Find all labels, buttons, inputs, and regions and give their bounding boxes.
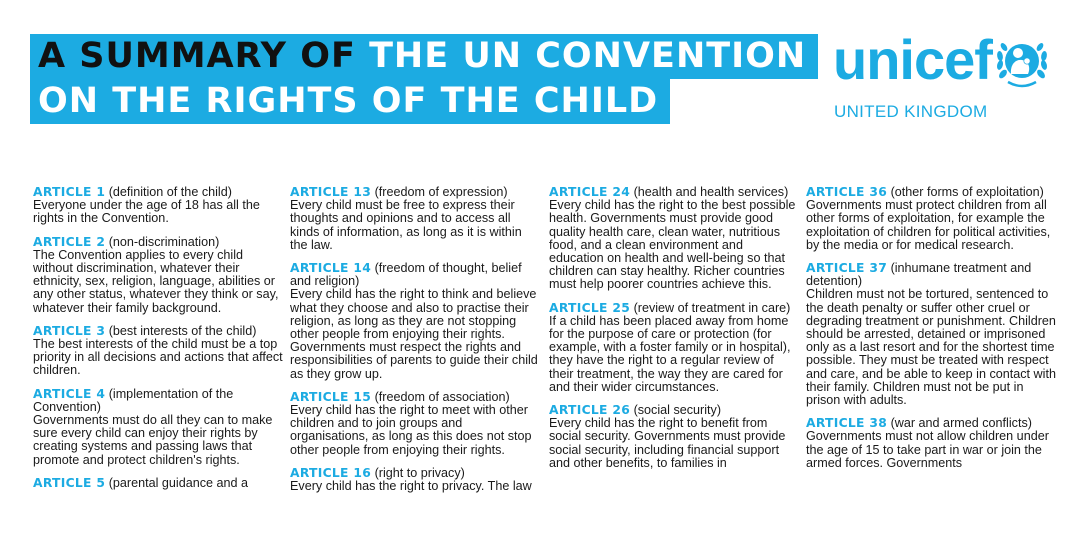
article-number: ARTICLE 25 <box>549 300 631 315</box>
title-light-part: THE UN CONVENTION <box>369 36 807 76</box>
logo-wordmark: unicef <box>833 28 992 91</box>
article-topic: (best interests of the child) <box>108 323 257 338</box>
article-number: ARTICLE 2 <box>33 234 106 249</box>
article-body: The best interests of the child must be a top priority in all decisions and actions that affect children. <box>33 337 283 378</box>
article-topic: (non-discrimination) <box>108 234 220 249</box>
article <box>290 391 540 457</box>
article-number: ARTICLE 38 <box>806 416 888 431</box>
article-topic: (freedom of expression) <box>374 185 508 199</box>
article-body: The Convention applies to every child without discrimination, whatever their ethnicity, sex, religion, language, abilities or any other status, whatever they think or say, whatever their family background. <box>33 247 279 315</box>
article-number: ARTICLE 26 <box>549 403 631 418</box>
article-topic: (freedom of association) <box>374 389 510 404</box>
article <box>549 404 799 470</box>
article-body: Every child has the right to benefit from social security. Governments must provide social security, including financial support and other benefits, to families in <box>549 416 786 470</box>
title-line-2: ON THE RIGHTS OF THE CHILD <box>30 79 670 124</box>
article <box>806 417 1056 470</box>
column-2 <box>290 186 540 503</box>
article-number: ARTICLE 16 <box>290 465 372 480</box>
article-topic: (review of treatment in care) <box>633 300 791 315</box>
article <box>33 186 283 226</box>
article-topic: (implementation of the Convention) <box>33 386 234 414</box>
article-body: Everyone under the age of 18 has all the rights in the Convention. <box>33 198 260 226</box>
title-dark-part: A SUMMARY OF <box>38 36 356 76</box>
article-number: ARTICLE 24 <box>549 185 631 199</box>
article-body: Every child has the right to privacy. The law <box>290 479 532 494</box>
column-3 <box>549 186 799 480</box>
article <box>290 262 540 381</box>
article-number: ARTICLE 14 <box>290 261 372 276</box>
article-number: ARTICLE 4 <box>33 386 106 401</box>
article-body: Every child must be free to express their thoughts and opinions and to access all kinds of information, as long as it is within the law. <box>290 198 522 252</box>
article-topic: (right to privacy) <box>374 465 465 480</box>
article <box>290 186 540 252</box>
article-topic: (freedom of thought, belief and religion) <box>290 261 522 289</box>
logo-subtitle: UNITED KINGDOM <box>834 102 988 121</box>
article-body: If a child has been placed away from home for the purpose of care or protection (for example, with a foster family or in hospital), they have the right to a regular review of their treatment, the way they are cared for and their wider circumstances. <box>549 313 791 394</box>
article <box>290 467 540 493</box>
article-topic: (other forms of exploitation) <box>890 185 1044 199</box>
article-body: Every child has the right to think and believe what they choose and also to practise their religion, as long as they are not stopping other people from enjoying their rights. Governments must respect the rights and responsibilities of parents to guide their child as they grow up. <box>290 287 538 381</box>
article-body: Governments must not allow children under the age of 15 to take part in war or join the armed forces. Governments <box>806 429 1049 470</box>
article-topic: (health and health services) <box>633 185 789 199</box>
article <box>806 186 1056 252</box>
page-title <box>30 34 818 124</box>
article-number: ARTICLE 15 <box>290 389 372 404</box>
article-topic: (parental guidance and a <box>108 475 249 490</box>
unicef-logo <box>833 30 1053 120</box>
article-body: Children must not be tortured, sentenced to the death penalty or suffer other cruel or degrading treatment or punishment. Children should be arrested, detained or imprisoned only as a last resort and for the shortest time possible. They must be treated with respect and care, and be able to keep in contact with their family. Children must not be put in prison with adults. <box>806 287 1056 408</box>
article-number: ARTICLE 37 <box>806 261 888 276</box>
article <box>549 186 799 292</box>
article-number: ARTICLE 1 <box>33 185 106 199</box>
unicef-emblem-icon <box>994 34 1050 90</box>
article-topic: (war and armed conflicts) <box>890 416 1032 431</box>
column-4 <box>806 186 1056 480</box>
article-topic: (definition of the child) <box>108 185 232 199</box>
article-topic: (social security) <box>633 403 722 418</box>
article <box>33 388 283 467</box>
article-topic: (inhumane treatment and detention) <box>806 261 1032 289</box>
article-number: ARTICLE 3 <box>33 323 106 338</box>
article-number: ARTICLE 36 <box>806 185 888 199</box>
article-number: ARTICLE 5 <box>33 475 106 490</box>
article-body: Every child has the right to the best possible health. Governments must provide good quality health care, clean water, nutritious food, and a clean environment and education on health and well-being so that children can stay healthy. Richer countries must help poorer countries achieve this. <box>549 198 796 292</box>
article-body: Every child has the right to meet with other children and to join groups and organisations, as long as this does not stop other people from enjoying their rights. <box>290 403 532 457</box>
article <box>33 236 283 315</box>
column-1 <box>33 186 283 500</box>
article <box>33 325 283 378</box>
article-number: ARTICLE 13 <box>290 185 372 199</box>
article-body: Governments must protect children from all other forms of exploitation, for example the exploitation of children for political activities, by the media or for medical research. <box>806 198 1051 252</box>
article <box>33 477 283 490</box>
article <box>806 262 1056 407</box>
article-body: Governments must do all they can to make sure every child can enjoy their rights by creating systems and passing laws that promote and protect children's rights. <box>33 413 273 467</box>
title-line-1 <box>30 34 818 79</box>
article <box>549 302 799 394</box>
